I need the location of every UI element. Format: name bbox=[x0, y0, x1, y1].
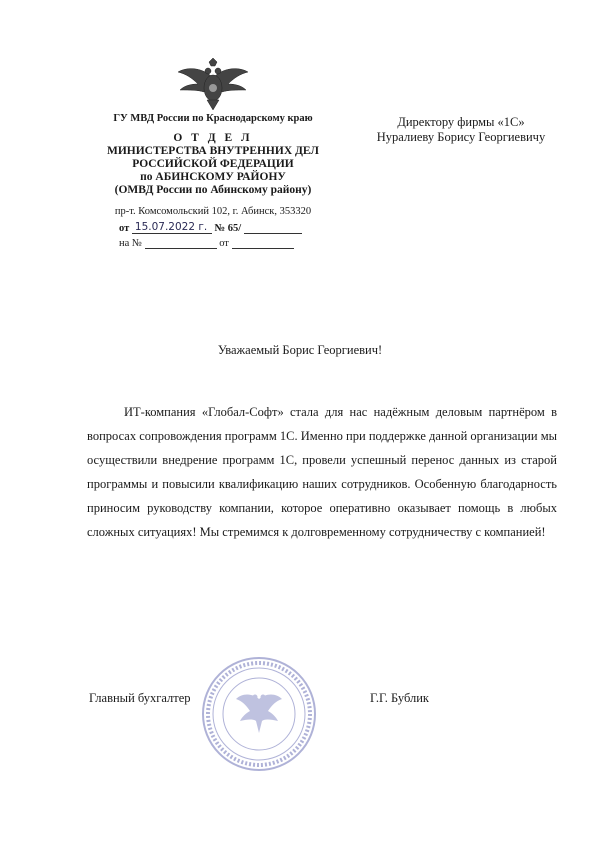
recipient-line: Нуралиеву Борису Георгиевичу bbox=[376, 130, 546, 144]
signer-name: Г.Г. Бублик bbox=[370, 691, 430, 705]
incoming-reference bbox=[119, 237, 319, 249]
ref-to-from-label: от bbox=[219, 238, 229, 249]
organization-address: пр-т. Комсомольский 102, г. Абинск, 353320 bbox=[114, 206, 312, 217]
outgoing-reference bbox=[119, 222, 319, 234]
recipient-block bbox=[346, 115, 576, 145]
org-line: (ОМВД России по Абинскому району) bbox=[114, 184, 312, 196]
org-line: МИНИСТЕРСТВА ВНУТРЕННИХ ДЕЛ bbox=[106, 145, 320, 157]
official-seal-icon bbox=[200, 655, 318, 773]
letter-body: ИТ-компания «Глобал-Софт» стала для нас надёжным деловым партнёром в вопросах сопровождения программ 1С. Именно при поддержке данной организации мы осуществили внедрение программ 1С, провели успешный перенос данных из старой программы и повысили квалификацию наших сотрудников. Особенную благодарность приносим руководству компании, которое оперативно оказывает помощь в любых сложных ситуациях! Мы стремимся к долговременному сотрудничеству с компанией! bbox=[87, 405, 557, 539]
ref-to-from-line bbox=[232, 237, 294, 249]
recipient-line: Директору фирмы «1С» bbox=[397, 115, 525, 129]
org-line: по АБИНСКОМУ РАЙОНУ bbox=[140, 171, 286, 183]
ref-from-label: от bbox=[119, 223, 130, 234]
ref-date: 15.07.2022 г. bbox=[134, 221, 208, 233]
ref-to-label: на № bbox=[119, 238, 142, 249]
eagle-emblem-icon bbox=[176, 58, 250, 112]
ref-number-line bbox=[244, 222, 302, 234]
org-line: РОССИЙСКОЙ ФЕДЕРАЦИИ bbox=[132, 158, 294, 170]
organization-name bbox=[100, 132, 326, 197]
salutation: Уважаемый Борис Георгиевич! bbox=[217, 343, 383, 357]
signer-position: Главный бухгалтер bbox=[89, 691, 191, 705]
parent-organization: ГУ МВД России по Краснодарскому краю bbox=[113, 113, 313, 124]
ref-date-line bbox=[132, 222, 212, 234]
org-line: О Т Д Е Л bbox=[173, 132, 253, 144]
ref-number-label: № 65/ bbox=[214, 223, 242, 234]
ref-to-line bbox=[145, 237, 217, 249]
